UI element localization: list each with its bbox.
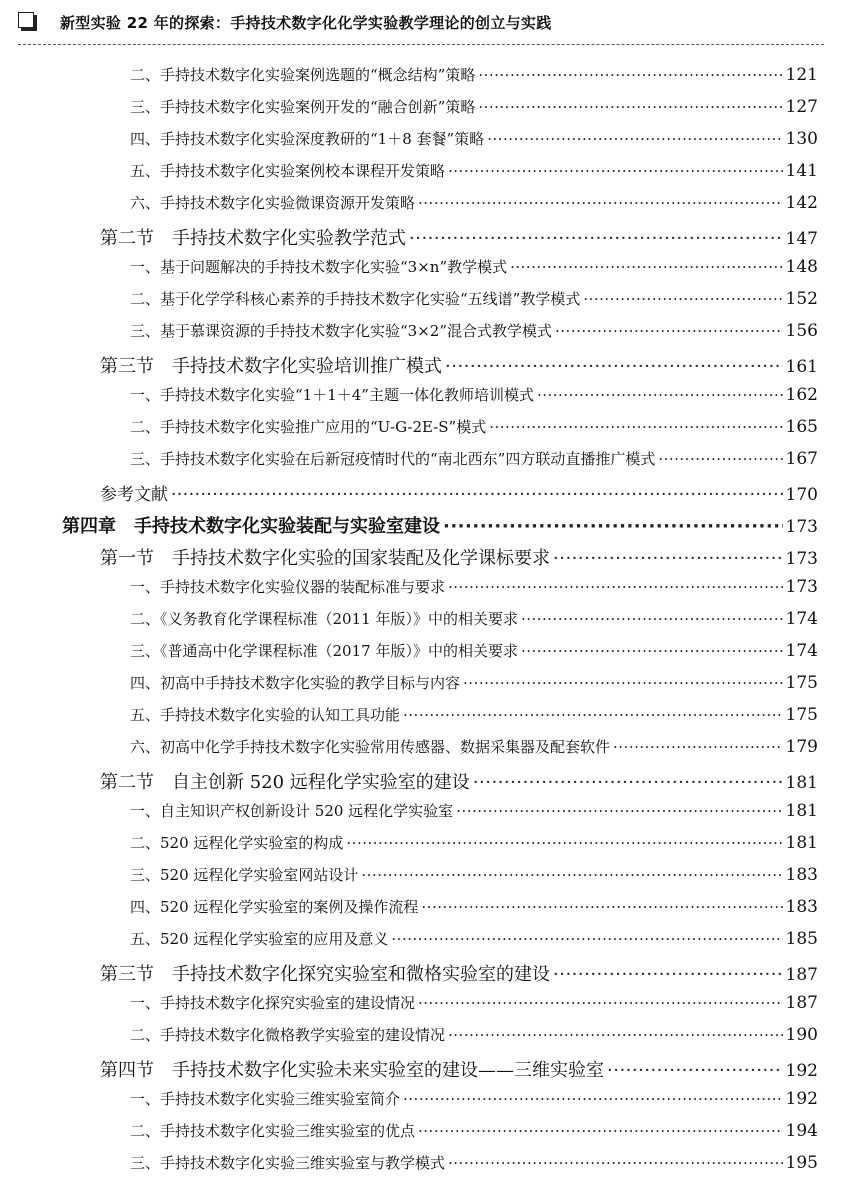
toc-entry-page-number: 175 — [785, 705, 818, 725]
toc-entry-title: 第二节 手持技术数字化实验教学范式 — [100, 228, 406, 249]
toc-entry-title: 五、手持技术数字化实验的认知工具功能 — [130, 706, 401, 724]
toc-entry-page-number: 141 — [785, 161, 818, 181]
toc-entry-title: 三、520 远程化学实验室网站设计 — [130, 866, 359, 884]
toc-entry-title: 五、520 远程化学实验室的应用及意义 — [130, 930, 389, 948]
dot-leader — [607, 1060, 783, 1081]
toc-entry-title: 四、初高中手持技术数字化实验的教学目标与内容 — [130, 674, 461, 692]
toc-entry-item[interactable] — [0, 704, 854, 736]
toc-entry-page-number: 121 — [785, 65, 818, 85]
toc-entry-title: 一、基于问题解决的手持技术数字化实验“3×n”教学模式 — [130, 258, 508, 276]
dot-leader — [521, 642, 783, 660]
toc-entry-item[interactable] — [0, 192, 854, 224]
toc-entry-title: 第二节 自主创新 520 远程化学实验室的建设 — [100, 772, 470, 793]
toc-entry-page-number: 174 — [785, 641, 818, 661]
toc-entry-page-number: 156 — [785, 321, 818, 341]
toc-entry-item[interactable] — [0, 288, 854, 320]
toc-entry-title: 二、520 远程化学实验室的构成 — [130, 834, 344, 852]
toc-entry-item[interactable] — [0, 640, 854, 672]
dot-leader — [478, 66, 782, 84]
dot-leader — [553, 964, 783, 985]
toc-entry-page-number: 170 — [785, 485, 818, 505]
toc-entry-page-number: 181 — [785, 801, 818, 821]
toc-entry-item[interactable] — [0, 256, 854, 288]
toc-entry-page-number: 165 — [785, 417, 818, 437]
toc-entry-item[interactable] — [0, 832, 854, 864]
toc-entry-title: 第三节 手持技术数字化实验培训推广模式 — [100, 356, 442, 377]
toc-entry-page-number: 187 — [785, 993, 818, 1013]
toc-entry-item[interactable] — [0, 416, 854, 448]
toc-entry-section[interactable] — [0, 352, 854, 384]
dot-leader — [418, 194, 783, 212]
toc-entry-title: 一、手持技术数字化实验仪器的装配标准与要求 — [130, 578, 446, 596]
toc-entry-page-number: 173 — [785, 577, 818, 597]
toc-entry-title: 六、初高中化学手持技术数字化实验常用传感器、数据采集器及配套软件 — [130, 738, 611, 756]
toc-entry-item[interactable] — [0, 320, 854, 352]
toc-entry-page-number: 152 — [785, 289, 818, 309]
toc-entry-page-number: 162 — [785, 385, 818, 405]
toc-entry-page-number: 130 — [785, 129, 818, 149]
toc-entry-title: 三、手持技术数字化实验案例开发的“融合创新”策略 — [130, 98, 476, 116]
toc-entry-section[interactable] — [0, 768, 854, 800]
toc-entry-title: 四、520 远程化学实验室的案例及操作流程 — [130, 898, 419, 916]
toc-entry-item[interactable] — [0, 1024, 854, 1056]
toc-entry-item[interactable] — [0, 384, 854, 416]
dot-leader — [391, 930, 782, 948]
toc-entry-item[interactable] — [0, 928, 854, 960]
toc-entry-item[interactable] — [0, 64, 854, 96]
toc-entry-title: 四、手持技术数字化实验深度教研的“1＋8 套餐”策略 — [130, 130, 485, 148]
toc-entry-item[interactable] — [0, 736, 854, 768]
toc-entry-page-number: 183 — [785, 897, 818, 917]
toc-entry-page-number: 174 — [785, 609, 818, 629]
toc-entry-title: 一、手持技术数字化探究实验室的建设情况 — [130, 994, 416, 1012]
toc-entry-item[interactable] — [0, 800, 854, 832]
dot-leader — [361, 866, 782, 884]
toc-entry-title: 三、手持技术数字化实验在后新冠疫情时代的“南北西东”四方联动直播推广模式 — [130, 450, 656, 468]
toc-entry-title: 三、手持技术数字化实验三维实验室与教学模式 — [130, 1154, 446, 1172]
dot-leader — [403, 706, 783, 724]
toc-entry-title: 一、自主知识产权创新设计 520 远程化学实验室 — [130, 802, 454, 820]
toc-entry-page-number: 173 — [785, 549, 818, 569]
toc-entry-page-number: 147 — [785, 229, 818, 249]
dot-leader — [489, 418, 782, 436]
toc-entry-page-number: 195 — [785, 1153, 818, 1173]
dot-leader — [583, 290, 782, 308]
toc-entry-title: 二、手持技术数字化实验三维实验室的优点 — [130, 1122, 416, 1140]
dot-leader — [448, 1154, 783, 1172]
toc-entry-title: 二、手持技术数字化微格教学实验室的建设情况 — [130, 1026, 446, 1044]
toc-entry-page-number: 148 — [785, 257, 818, 277]
toc-entry-title: 一、手持技术数字化实验“1＋1＋4”主题一体化教师培训模式 — [130, 386, 534, 404]
toc-entry-item[interactable] — [0, 96, 854, 128]
toc-entry-item[interactable] — [0, 1152, 854, 1184]
dot-leader — [421, 898, 782, 916]
toc-entry-title: 第一节 手持技术数字化实验的国家装配及化学课标要求 — [100, 548, 550, 569]
toc-entry-page-number: 127 — [785, 97, 818, 117]
toc-entry-item[interactable] — [0, 1120, 854, 1152]
table-of-contents — [0, 64, 854, 1184]
toc-entry-item[interactable] — [0, 864, 854, 896]
dot-leader — [613, 738, 783, 756]
toc-entry-title: 三、《普通高中化学课程标准（2017 年版）》中的相关要求 — [130, 642, 518, 660]
toc-entry-item[interactable] — [0, 1088, 854, 1120]
dot-leader — [463, 674, 783, 692]
toc-entry-page-number: 173 — [785, 517, 818, 537]
dot-leader — [346, 834, 782, 852]
dot-leader — [445, 356, 783, 377]
dot-leader — [537, 386, 783, 404]
toc-entry-page-number: 185 — [785, 929, 818, 949]
dot-leader — [555, 322, 783, 340]
toc-entry-title: 二、手持技术数字化实验推广应用的“U-G-2E-S”模式 — [130, 418, 487, 436]
toc-entry-item[interactable] — [0, 128, 854, 160]
toc-entry-section[interactable] — [0, 960, 854, 992]
toc-entry-title: 二、手持技术数字化实验案例选题的“概念结构”策略 — [130, 66, 476, 84]
toc-entry-page-number: 192 — [785, 1061, 818, 1081]
toc-entry-ref[interactable] — [0, 480, 854, 512]
toc-entry-page-number: 161 — [785, 357, 818, 377]
toc-entry-title: 六、手持技术数字化实验微课资源开发策略 — [130, 194, 416, 212]
toc-entry-title: 参考文献 — [100, 485, 168, 505]
running-header-title: 新型实验 22 年的探索：手持技术数字化化学实验教学理论的创立与实践 — [60, 14, 552, 32]
dot-leader — [443, 516, 783, 537]
dot-leader — [473, 772, 783, 793]
toc-entry-page-number: 167 — [785, 449, 818, 469]
toc-entry-page-number: 175 — [785, 673, 818, 693]
toc-entry-section[interactable] — [0, 224, 854, 256]
dot-leader — [448, 162, 783, 180]
toc-entry-item[interactable] — [0, 992, 854, 1024]
toc-entry-item[interactable] — [0, 672, 854, 704]
toc-entry-page-number: 194 — [785, 1121, 818, 1141]
dot-leader — [171, 485, 783, 505]
dot-leader — [510, 258, 782, 276]
toc-entry-item[interactable] — [0, 160, 854, 192]
toc-entry-page-number: 187 — [785, 965, 818, 985]
dot-leader — [418, 1122, 783, 1140]
toc-entry-page-number: 190 — [785, 1025, 818, 1045]
toc-entry-title: 第三节 手持技术数字化探究实验室和微格实验室的建设 — [100, 964, 550, 985]
toc-entry-title: 一、手持技术数字化实验三维实验室简介 — [130, 1090, 401, 1108]
dot-leader — [478, 98, 782, 116]
toc-entry-page-number: 142 — [785, 193, 818, 213]
toc-entry-title: 二、基于化学学科核心素养的手持技术数字化实验“五线谱”教学模式 — [130, 290, 581, 308]
toc-entry-chapter[interactable] — [0, 512, 854, 544]
running-header — [18, 10, 824, 45]
toc-entry-item[interactable] — [0, 608, 854, 640]
toc-entry-page-number: 179 — [785, 737, 818, 757]
toc-entry-title: 三、基于慕课资源的手持技术数字化实验“3×2”混合式教学模式 — [130, 322, 552, 340]
toc-entry-title: 二、《义务教育化学课程标准（2011 年版）》中的相关要求 — [130, 610, 518, 628]
toc-entry-page-number: 192 — [785, 1089, 818, 1109]
toc-entry-section[interactable] — [0, 544, 854, 576]
toc-entry-page-number: 183 — [785, 865, 818, 885]
toc-entry-item[interactable] — [0, 896, 854, 928]
dot-leader — [403, 1090, 783, 1108]
dot-leader — [521, 610, 783, 628]
toc-entry-title: 五、手持技术数字化实验案例校本课程开发策略 — [130, 162, 446, 180]
dot-leader — [553, 548, 783, 569]
toc-entry-page-number: 181 — [785, 773, 818, 793]
toc-entry-section[interactable] — [0, 1056, 854, 1088]
toc-entry-title: 第四章 手持技术数字化实验装配与实验室建设 — [62, 516, 440, 537]
toc-entry-item[interactable] — [0, 576, 854, 608]
toc-entry-item[interactable] — [0, 448, 854, 480]
dot-leader — [487, 130, 782, 148]
toc-entry-title: 第四节 手持技术数字化实验未来实验室的建设——三维实验室 — [100, 1060, 604, 1081]
dot-leader — [448, 578, 783, 596]
dot-leader — [418, 994, 783, 1012]
toc-entry-page-number: 181 — [785, 833, 818, 853]
book-page-icon — [18, 12, 34, 28]
dot-leader — [409, 228, 783, 249]
dot-leader — [448, 1026, 783, 1044]
dot-leader — [658, 450, 782, 468]
dot-leader — [456, 802, 782, 820]
